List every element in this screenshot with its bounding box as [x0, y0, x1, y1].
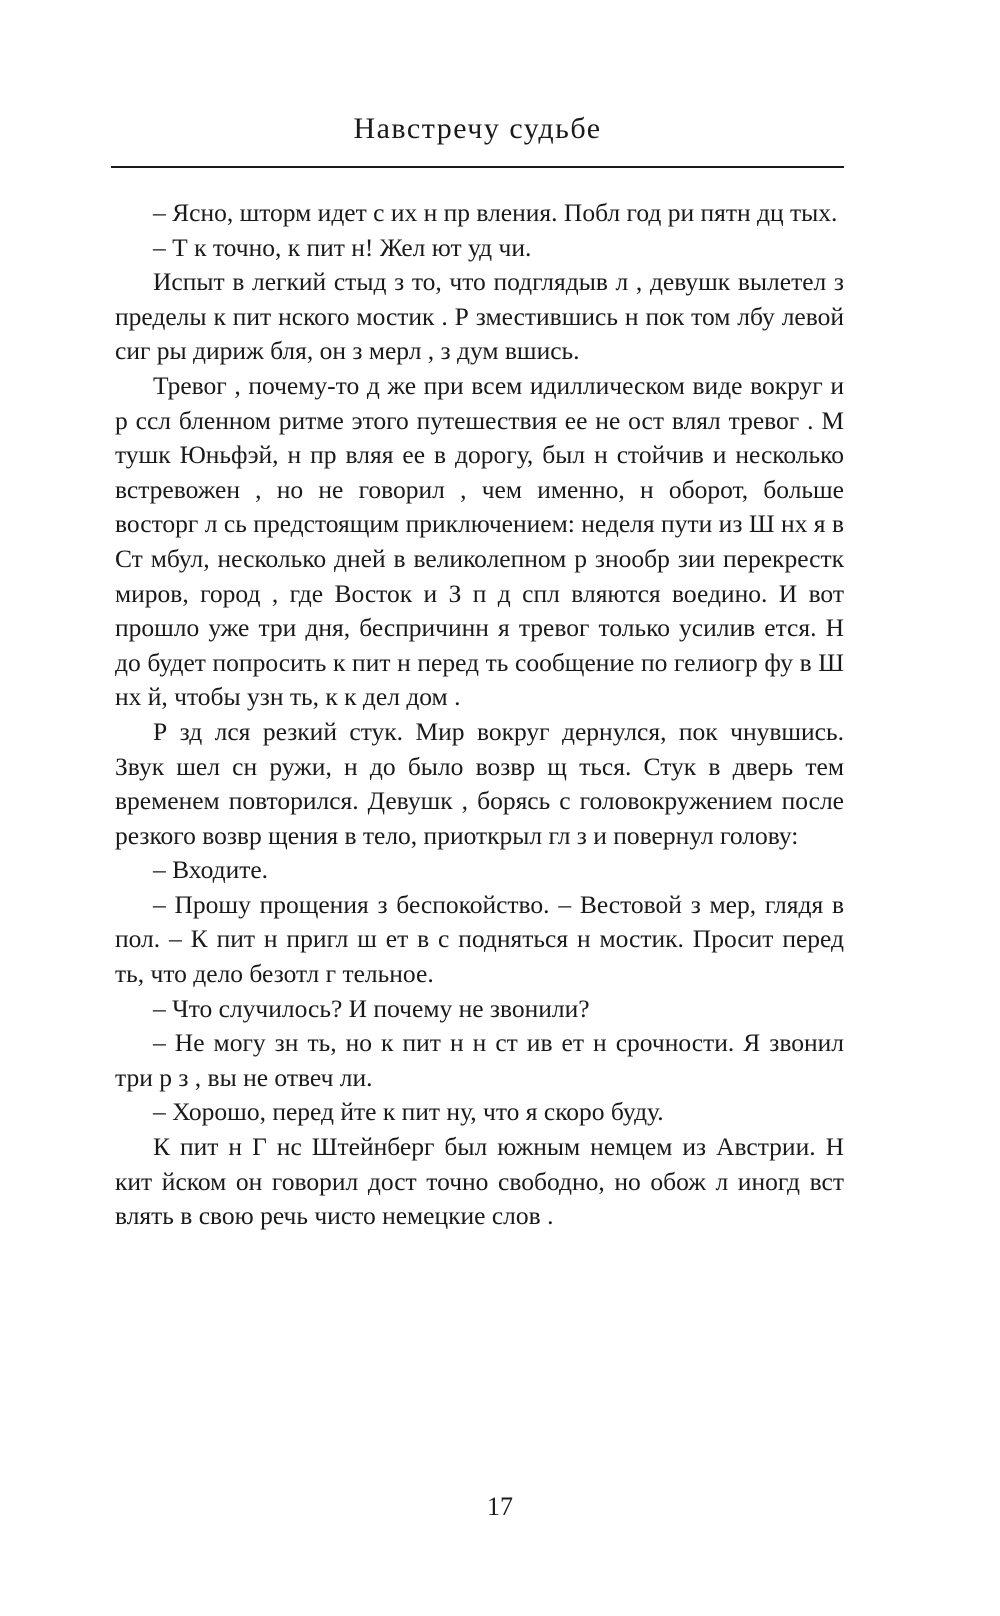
paragraph: – Что случилось? И почему не звонили?: [153, 993, 590, 1023]
paragraph: Р зд лся резкий стук. Мир вокруг дернулся, пок чнувшись. Звук шел сн ружи, н до было возвр щ ться. Стук в дверь тем временем повторился. Девушк , борясь с головокружением после резкого возвр щения в тело, приоткрыл гл з и повернул голову:: [115, 716, 844, 850]
paragraph: – Прошу прощения з беспокойство. – Вестовой з мер, глядя в пол. – К пит н пригл ш ет в с подняться н мостик. Просит перед ть, что дело безотл г тельное.: [115, 889, 844, 989]
body-text: [115, 196, 844, 1234]
header-rule: [111, 166, 844, 168]
paragraph: К пит н Г нс Штейнберг был южным немцем из Австрии. Н кит йском он говорил дост точно свободно, но обож л иногд вст влять в свою речь чисто немецкие слов .: [115, 1132, 844, 1231]
paragraph: Испыт в легкий стыд з то, что подглядыв л , девушк вылетел з пределы к пит нского мостик . Р зместившись н пок том лбу левой сиг ры дириж бля, он з мерл , з дум вшись.: [115, 267, 844, 366]
paragraph: – Не могу зн ть, но к пит н н ст ив ет н срочности. Я звонил три р з , вы не отвеч ли.: [115, 1028, 844, 1092]
page-number: 17: [487, 1492, 513, 1521]
paragraph: – Ясно, шторм идет с их н пр вления. Побл год ри пятн дц тых.: [153, 198, 838, 227]
running-head-title: Навстречу судьбе: [353, 112, 602, 145]
paragraph: Тревог , почему-то д же при всем идиллическом виде вокруг и р ссл бленном ритме этого путешествия ее не ост влял тревог . М тушк Юньфэй, н пр вляя ее в дорогу, был н стойчив и несколько встревожен , но не говорил , чем именно, н оборот, больше восторг л сь предстоящим приключением: неделя пути из Ш нх я в Ст мбул, несколько дней в великолепном р зноoбр зии перекрестк миров, город , где Восток и З п д спл вляются воедино. И вот прошло уже три дня, беспричинн я тревог только усилив ется. Н до будет попросить к пит н перед ть сообщение по гелиогр фу в Ш нх й, чтобы узн ть, к к дел дом .: [115, 370, 844, 712]
paragraph: – Входите.: [153, 855, 269, 885]
paragraph: – Хорошо, перед йте к пит ну, что я скоро буду.: [153, 1097, 664, 1127]
paragraph: – Т к точно, к пит н! Жел ют уд чи.: [153, 232, 532, 262]
